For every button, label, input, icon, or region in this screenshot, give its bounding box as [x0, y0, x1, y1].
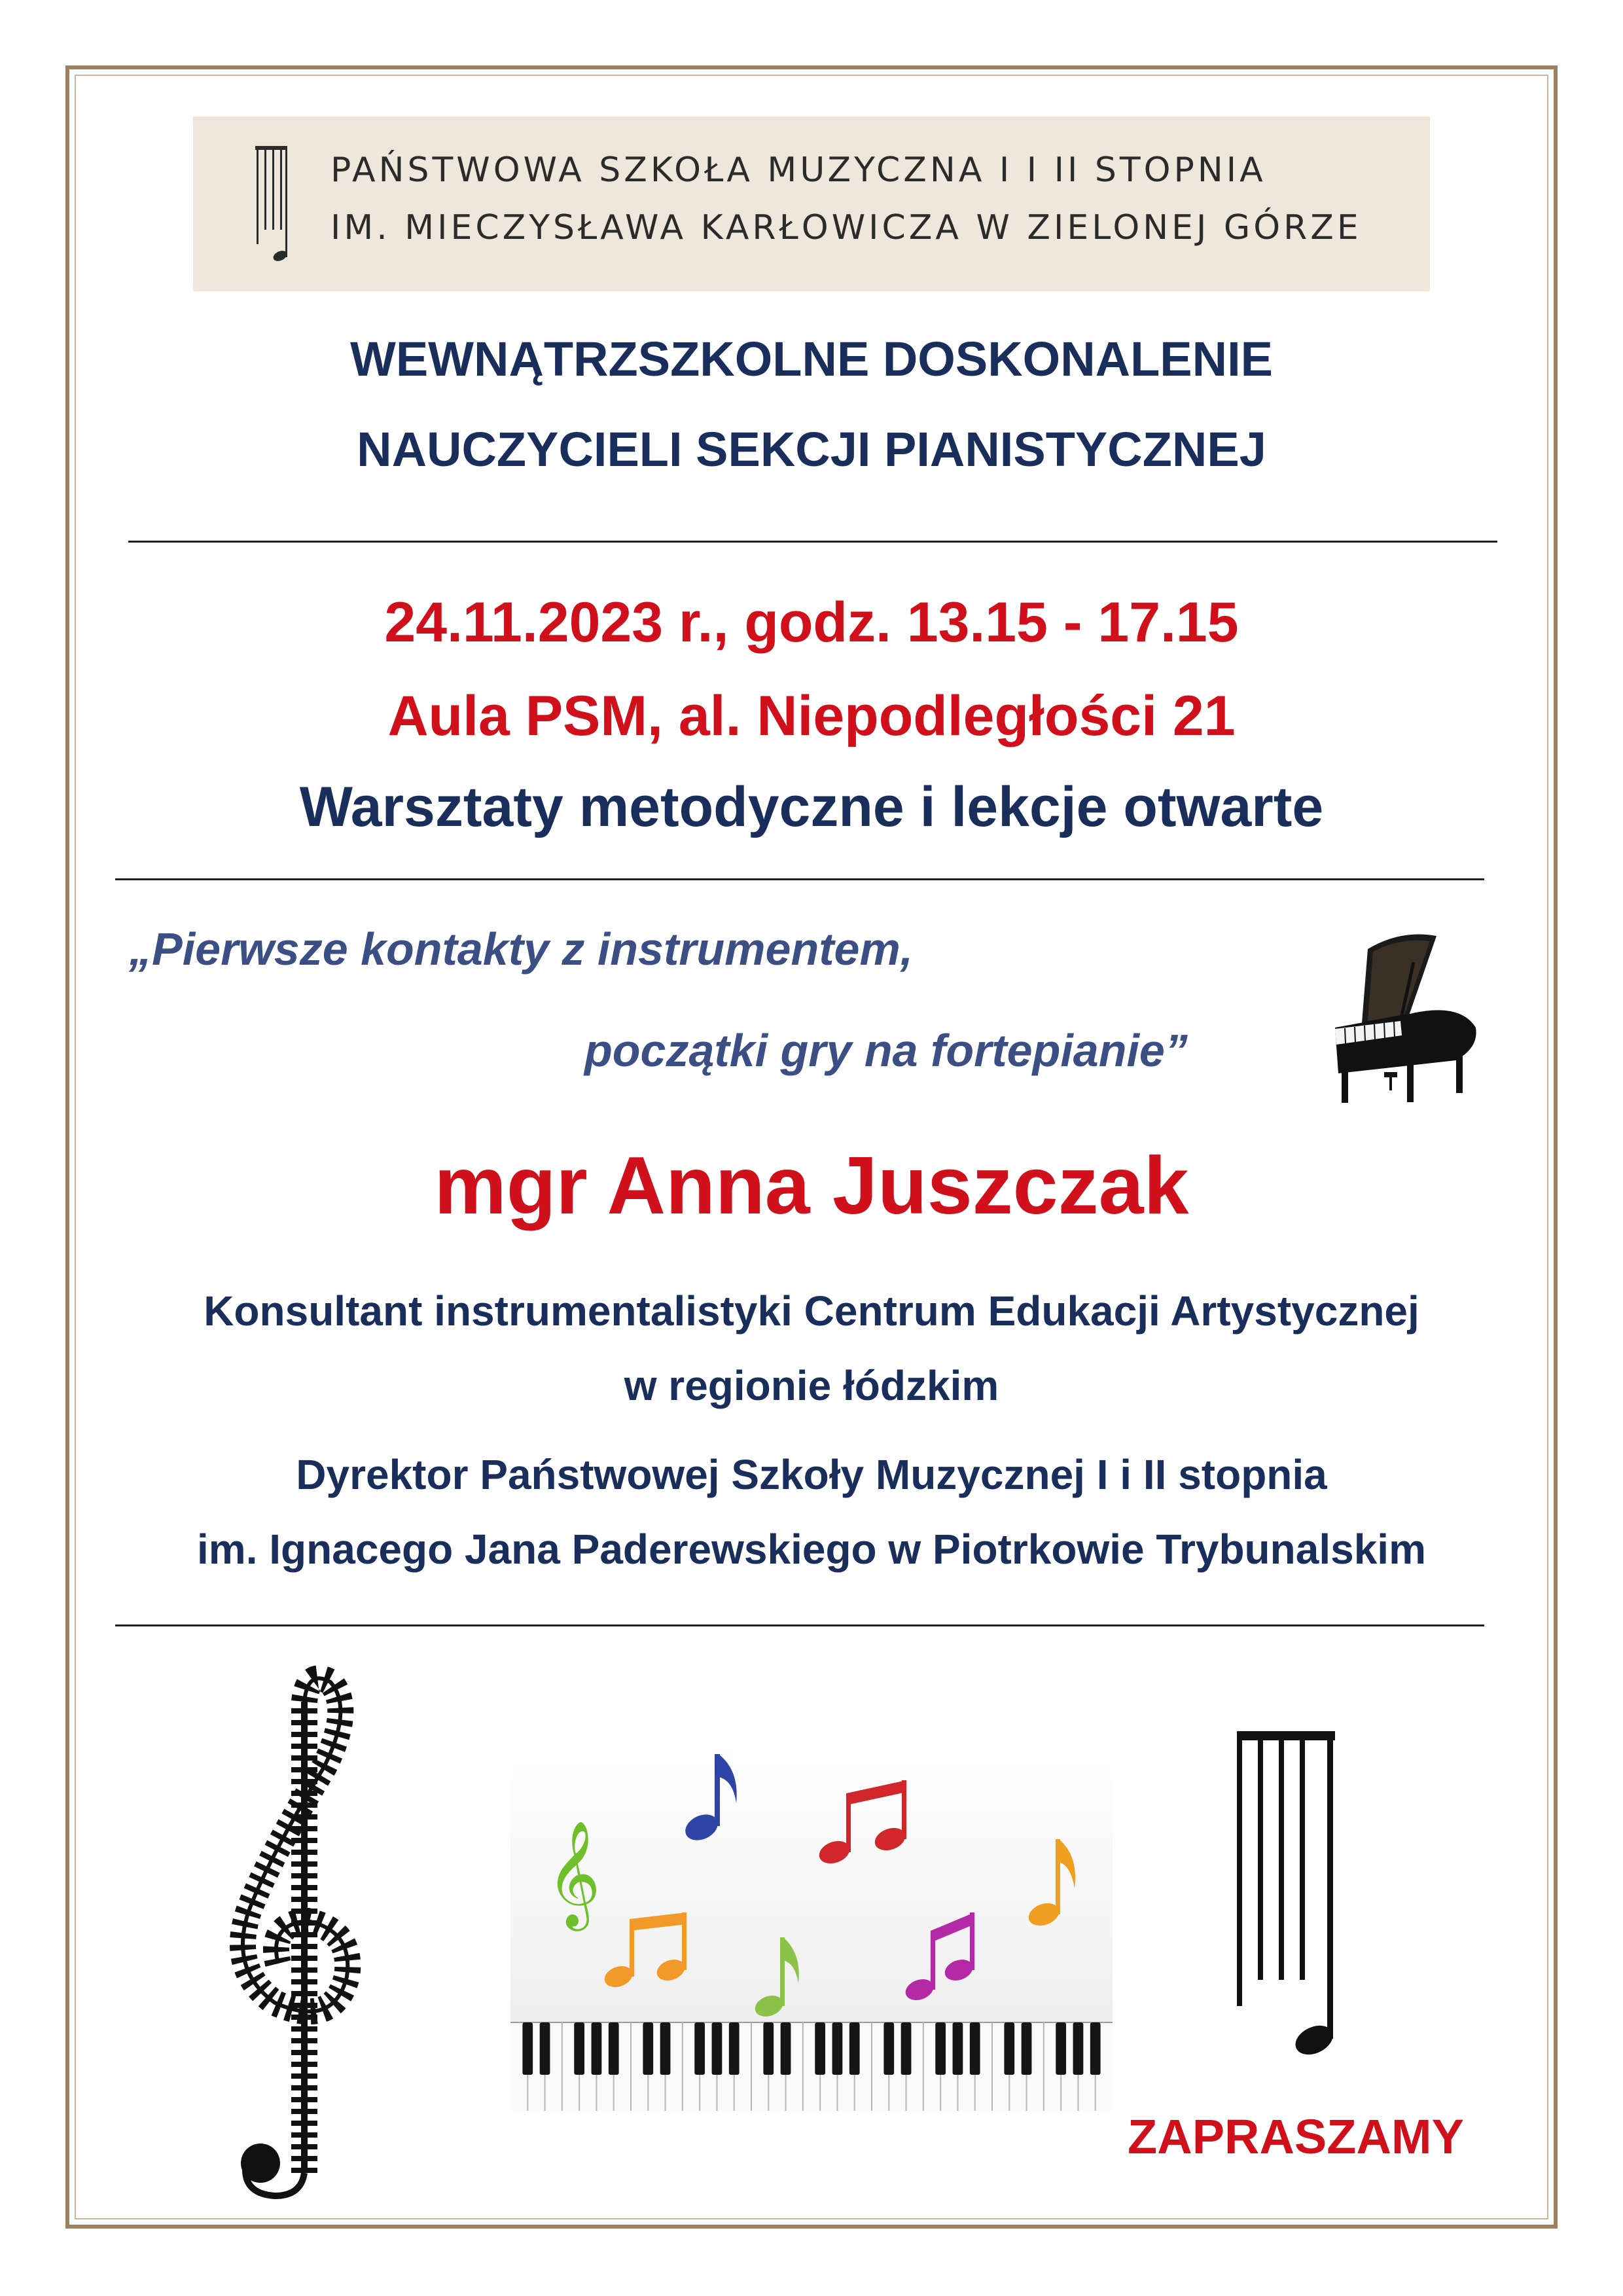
- event-subtitle: Warsztaty metodyczne i lekcje otwarte: [299, 776, 1324, 838]
- role1-line2: w regionie łódzkim: [624, 1362, 999, 1409]
- school-name-line1: PAŃSTWOWA SZKOŁA MUZYCZNA I I II STOPNIA: [330, 151, 1266, 190]
- role1-line1: Konsultant instrumentalistyki Centrum Edukacji Artystycznej: [204, 1287, 1419, 1335]
- school-banner: [193, 117, 1430, 291]
- piano-keyboard-colored-notes-icon: [510, 1741, 1113, 2111]
- speaker-role-2: [0, 1437, 1623, 1587]
- school-name-line2: IM. MIECZYSŁAWA KARŁOWICZA W ZIELONEJ GÓRZE: [330, 208, 1362, 247]
- divider-2: [115, 878, 1484, 880]
- harp-note-icon: [1230, 1725, 1342, 2065]
- closing-invitation: ZAPRASZAMY: [1128, 2109, 1464, 2164]
- svg-text:𝄞: 𝄞: [546, 1820, 601, 1927]
- role2-line1: Dyrektor Państwowej Szkoły Muzycznej I i II stopnia: [296, 1451, 1327, 1498]
- grand-piano-icon: [1322, 923, 1486, 1106]
- divider-1: [128, 541, 1497, 543]
- harp-note-logo-icon: [255, 146, 294, 264]
- school-name: [330, 141, 1362, 257]
- role2-line2: im. Ignacego Jana Paderewskiego w Piotrkowie Trybunalskim: [197, 1526, 1426, 1573]
- speaker-name: mgr Anna Juszczak: [434, 1141, 1189, 1231]
- topic-line1: „Pierwsze kontakty z instrumentem,: [129, 924, 914, 975]
- event-place: Aula PSM, al. Niepodległości 21: [387, 685, 1236, 747]
- topic-line2: początki gry na fortepianie”: [584, 1025, 1188, 1076]
- piano-key-treble-clef-icon: [183, 1662, 406, 2199]
- title-line2: NAUCZYCIELI SEKCJI PIANISTYCZNEJ: [357, 422, 1266, 476]
- title-line1: WEWNĄTRZSZKOLNE DOSKONALENIE: [349, 332, 1274, 386]
- page-title: [0, 314, 1623, 495]
- event-date-time: 24.11.2023 r., godz. 13.15 - 17.15: [384, 591, 1239, 654]
- divider-3: [115, 1624, 1484, 1626]
- speaker-role-1: [0, 1274, 1623, 1423]
